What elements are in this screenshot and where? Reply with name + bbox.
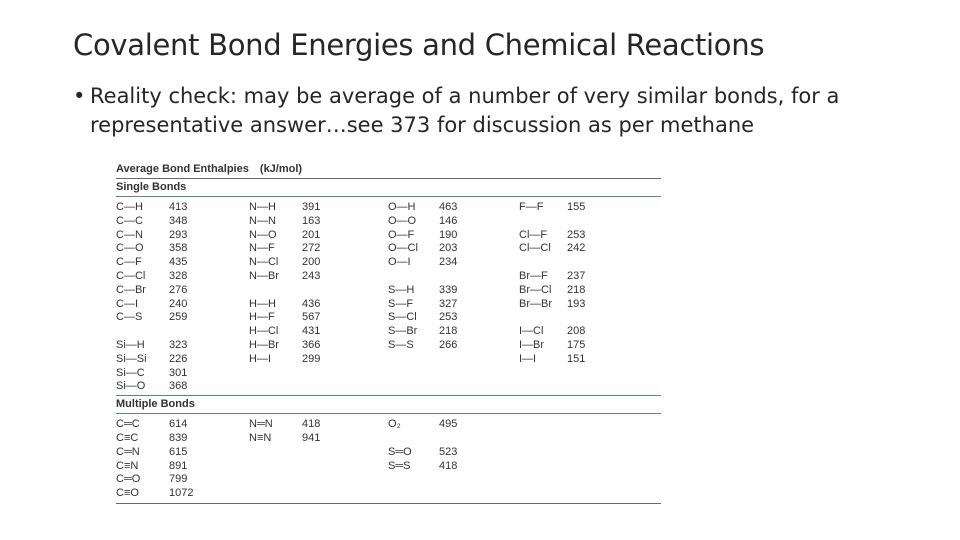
table-row: [116, 432, 661, 446]
bond-label: C—H: [116, 201, 143, 213]
bond-label: Si—C: [116, 366, 145, 379]
bond-label: C≡O: [116, 487, 139, 500]
bond-enthalpy-value: 418: [302, 418, 321, 431]
bond-enthalpy-table: [116, 163, 661, 504]
bond-enthalpy-value: 435: [169, 256, 188, 269]
bond-enthalpy-value: 272: [302, 242, 321, 255]
bond-label: N—Cl: [249, 256, 279, 269]
bond-enthalpy-value: 839: [169, 431, 188, 444]
bond-label: O₂: [388, 418, 401, 431]
bond-enthalpy-value: 242: [567, 242, 586, 255]
bond-label: H—I: [249, 352, 271, 365]
bond-enthalpy-value: 348: [169, 214, 188, 227]
bond-enthalpy-value: 339: [439, 283, 458, 296]
bond-label: C≡C: [116, 431, 139, 444]
bond-enthalpy-value: 259: [169, 311, 188, 324]
table-title-text: Average Bond Enthalpies: [116, 163, 249, 175]
bond-enthalpy-value: 567: [302, 311, 321, 324]
bond-label: H—H: [249, 297, 276, 310]
multiple-bonds-rule: [116, 413, 661, 414]
bond-label: Si—H: [116, 338, 145, 351]
bond-enthalpy-value: 276: [169, 283, 188, 296]
bond-enthalpy-value: 523: [439, 445, 458, 458]
bond-enthalpy-value: 614: [169, 418, 188, 431]
bond-label: I—Br: [519, 338, 545, 351]
bond-label: C═C: [116, 418, 140, 431]
bond-enthalpy-value: 323: [169, 338, 188, 351]
bond-enthalpy-value: 327: [439, 297, 458, 310]
bond-label: H—F: [249, 311, 275, 324]
bond-enthalpy-value: 226: [169, 352, 188, 365]
bond-enthalpy-value: 301: [169, 366, 188, 379]
bond-enthalpy-value: 436: [302, 297, 321, 310]
table-row: [116, 339, 661, 353]
bond-label: O—F: [388, 228, 415, 241]
single-bonds-grid: [116, 201, 661, 394]
bond-enthalpy-value: 366: [302, 338, 321, 351]
slide-title: Covalent Bond Energies and Chemical Reactions: [73, 28, 765, 62]
multiple-bonds-heading: Multiple Bonds: [116, 398, 195, 411]
bond-enthalpy-value: 391: [302, 201, 321, 213]
bond-enthalpy-value: 175: [567, 338, 586, 351]
table-row: [116, 487, 661, 501]
bullet-text: Reality check: may be average of a number of very similar bonds, for a representative answer…see 373 for discussion as per methane: [90, 84, 840, 137]
bond-enthalpy-value: 328: [169, 269, 188, 282]
bond-label: O—O: [388, 214, 417, 227]
bond-label: C—S: [116, 311, 143, 324]
bond-label: S—S: [388, 338, 414, 351]
bond-enthalpy-value: 299: [302, 352, 321, 365]
bond-enthalpy-value: 218: [439, 325, 458, 338]
bond-label: S═O: [388, 445, 412, 458]
table-bottom-rule: [116, 503, 661, 504]
bond-label: Si—O: [116, 380, 146, 393]
table-row: [116, 242, 661, 256]
bond-enthalpy-value: 431: [302, 325, 321, 338]
bond-label: S—H: [388, 283, 415, 296]
table-row: [116, 270, 661, 284]
bond-enthalpy-value: 293: [169, 228, 188, 241]
bond-label: Cl—Cl: [519, 242, 551, 255]
bond-label: C—C: [116, 214, 143, 227]
bond-enthalpy-value: 413: [169, 201, 188, 213]
bond-label: C—Cl: [116, 269, 146, 282]
table-row: [116, 418, 661, 432]
bond-enthalpy-value: 193: [567, 297, 586, 310]
table-row: [116, 325, 661, 339]
single-bonds-rule: [116, 196, 661, 197]
bond-enthalpy-value: 243: [302, 269, 321, 282]
bond-label: Br—Br: [519, 297, 552, 310]
bond-label: O—I: [388, 256, 411, 269]
bond-enthalpy-value: 151: [567, 352, 586, 365]
multiple-bonds-grid: [116, 418, 661, 501]
bond-enthalpy-value: 418: [439, 459, 458, 472]
table-row: [116, 367, 661, 381]
bond-label: S—F: [388, 297, 414, 310]
bond-enthalpy-value: 463: [439, 201, 458, 213]
bond-label: H—Br: [249, 338, 279, 351]
bond-enthalpy-value: 615: [169, 445, 188, 458]
table-row: [116, 298, 661, 312]
bond-label: O—Cl: [388, 242, 418, 255]
bond-label: H—Cl: [249, 325, 279, 338]
table-row: [116, 473, 661, 487]
table-unit: (kJ/mol): [259, 163, 303, 175]
bond-label: C═O: [116, 473, 141, 486]
bond-enthalpy-value: 201: [302, 228, 321, 241]
bond-label: N═N: [249, 418, 273, 431]
bond-label: O—H: [388, 201, 416, 213]
bond-label: N—N: [249, 214, 276, 227]
bond-enthalpy-value: 266: [439, 338, 458, 351]
bond-label: C—Br: [116, 283, 146, 296]
table-row: [116, 201, 661, 215]
bond-enthalpy-value: 190: [439, 228, 458, 241]
table-row: [116, 256, 661, 270]
bond-enthalpy-value: 163: [302, 214, 321, 227]
bond-label: S—Br: [388, 325, 418, 338]
bond-enthalpy-value: 203: [439, 242, 458, 255]
table-row: [116, 460, 661, 474]
table-row: [116, 380, 661, 394]
bond-enthalpy-value: 146: [439, 214, 458, 227]
bond-label: I—Cl: [519, 325, 544, 338]
bond-enthalpy-value: 200: [302, 256, 321, 269]
bond-label: Cl—F: [519, 228, 548, 241]
bond-enthalpy-value: 234: [439, 256, 458, 269]
table-row: [116, 229, 661, 243]
bullet-icon: •: [73, 84, 86, 108]
bond-label: C—I: [116, 297, 138, 310]
bond-enthalpy-value: 891: [169, 459, 188, 472]
bond-label: Br—F: [519, 269, 548, 282]
bond-enthalpy-value: 368: [169, 380, 188, 393]
single-bonds-heading: Single Bonds: [116, 181, 187, 193]
bond-enthalpy-value: 358: [169, 242, 188, 255]
bond-label: N—F: [249, 242, 275, 255]
bond-label: N—H: [249, 201, 276, 213]
bond-enthalpy-value: 1072: [169, 487, 194, 500]
bond-enthalpy-value: 941: [302, 431, 321, 444]
bond-label: C≡N: [116, 459, 139, 472]
table-row: [116, 284, 661, 298]
table-row: [116, 353, 661, 367]
bond-enthalpy-value: 218: [567, 283, 586, 296]
bond-enthalpy-value: 237: [567, 269, 586, 282]
bond-label: C═N: [116, 445, 140, 458]
bond-label: N—O: [249, 228, 277, 241]
bond-enthalpy-value: 253: [567, 228, 586, 241]
table-row: [116, 311, 661, 325]
bond-label: S—Cl: [388, 311, 417, 324]
bond-label: C—N: [116, 228, 143, 241]
bullet-point: [73, 82, 903, 140]
table-title: [116, 163, 661, 178]
bond-label: F—F: [519, 201, 544, 213]
table-row: [116, 215, 661, 229]
table-row: [116, 446, 661, 460]
bond-enthalpy-value: 799: [169, 473, 188, 486]
bond-label: C—O: [116, 242, 144, 255]
bond-enthalpy-value: 208: [567, 325, 586, 338]
bond-enthalpy-value: 240: [169, 297, 188, 310]
bond-enthalpy-value: 495: [439, 418, 458, 431]
bond-label: N—Br: [249, 269, 279, 282]
bond-label: S═S: [388, 459, 411, 472]
bond-label: I—I: [519, 352, 537, 365]
bond-label: Si—Si: [116, 352, 147, 365]
bond-label: C—F: [116, 256, 142, 269]
bond-enthalpy-value: 253: [439, 311, 458, 324]
bond-enthalpy-value: 155: [567, 201, 586, 213]
bond-label: N≡N: [249, 431, 272, 444]
bond-label: Br—Cl: [519, 283, 552, 296]
